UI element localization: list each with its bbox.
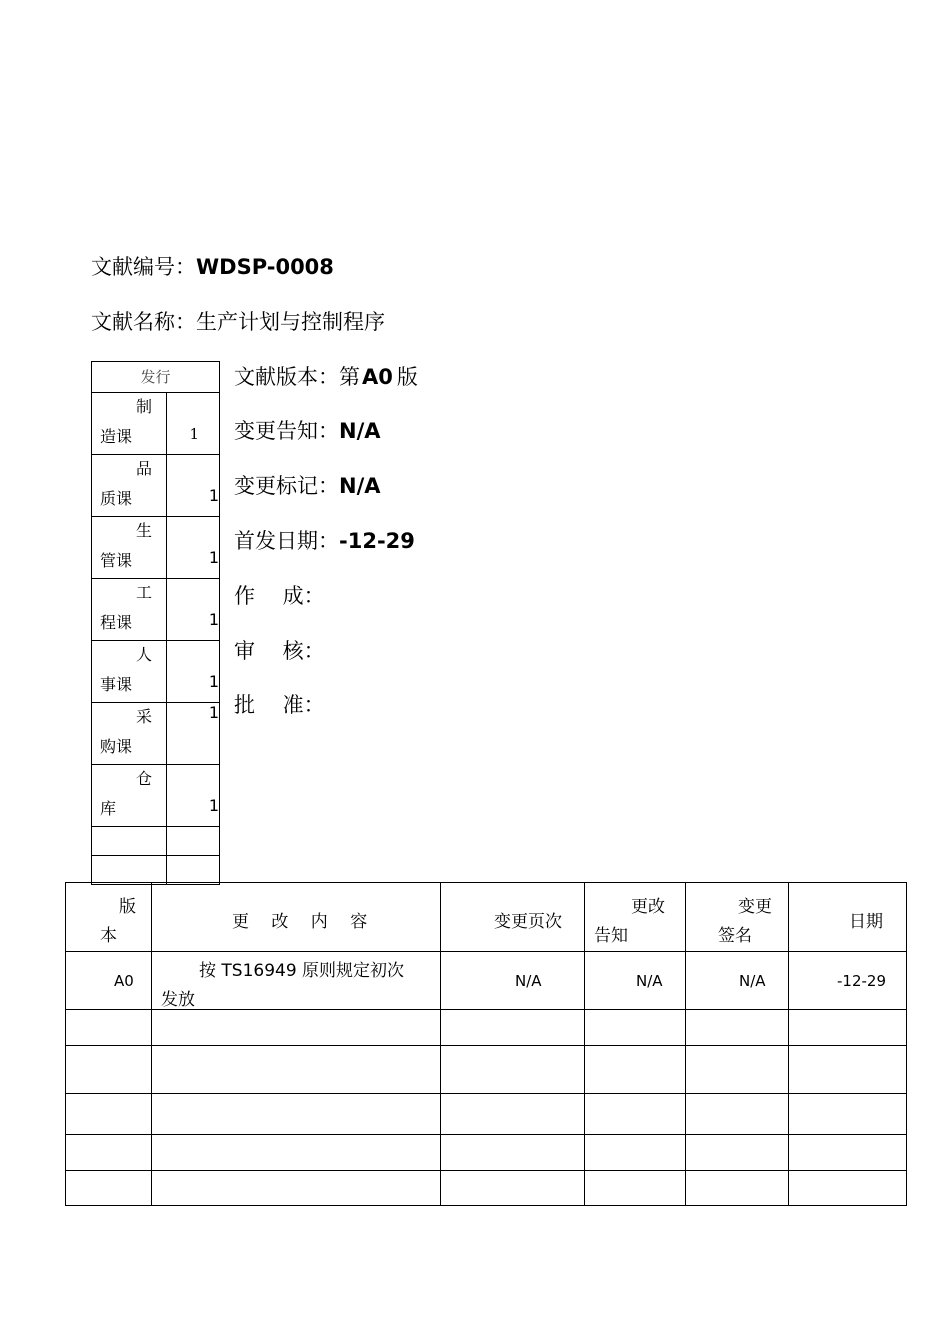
table-row xyxy=(66,1094,907,1135)
qty-cell: 1 xyxy=(167,393,220,455)
cell-pages: N/A xyxy=(441,952,585,1010)
empty-cell xyxy=(92,827,167,856)
change-log-header-row xyxy=(66,883,907,952)
cell-date: -12-29 xyxy=(789,952,907,1010)
cell-notice: N/A xyxy=(585,952,686,1010)
change-mark-value: N/A xyxy=(339,474,381,498)
dept-cell: 制 造课 xyxy=(92,393,167,455)
doc-name-value: 生产计划与控制程序 xyxy=(196,310,385,334)
change-mark-label: 变更标记： xyxy=(234,474,339,498)
first-date-label: 首发日期： xyxy=(234,529,339,553)
table-row xyxy=(66,1010,907,1046)
doc-name-label: 文献名称： xyxy=(91,310,196,334)
doc-number-value: WDSP-0008 xyxy=(196,255,334,279)
doc-version-suffix: 版 xyxy=(396,365,418,389)
doc-number xyxy=(91,254,334,280)
qty-cell: 1 xyxy=(167,455,220,517)
cell-content: 按 TS16949 原则规定初次 发放 xyxy=(152,952,441,1010)
dept-cell: 生 管课 xyxy=(92,517,167,579)
approve-label: 批 准： xyxy=(234,693,325,717)
change-log-table xyxy=(65,882,907,1206)
empty-cell xyxy=(167,827,220,856)
author-line xyxy=(234,583,325,609)
distribution-table xyxy=(91,361,220,885)
cell-version: A0 xyxy=(66,952,152,1010)
review-line xyxy=(234,638,325,664)
approve-line xyxy=(234,692,325,718)
header-sign: 变更 签名 xyxy=(686,883,789,952)
change-notice-label: 变更告知： xyxy=(234,419,339,443)
review-label: 审 核： xyxy=(234,639,325,663)
doc-number-label: 文献编号： xyxy=(91,255,196,279)
qty-cell: 1 xyxy=(167,517,220,579)
dept-cell: 仓 库 xyxy=(92,765,167,827)
doc-version-value: A0 xyxy=(362,365,393,389)
distribution-header: 发行 xyxy=(92,362,220,393)
header-content: 更 改 内 容 xyxy=(152,883,441,952)
qty-cell: 1 xyxy=(167,579,220,641)
header-notice: 更改 告知 xyxy=(585,883,686,952)
dept-cell: 品 质课 xyxy=(92,455,167,517)
doc-name xyxy=(91,309,385,335)
qty-cell: 1 xyxy=(167,641,220,703)
cell-sign: N/A xyxy=(686,952,789,1010)
first-date-value: -12-29 xyxy=(339,529,415,553)
header-pages: 变更页次 xyxy=(441,883,585,952)
dept-cell: 采 购课 xyxy=(92,703,167,765)
doc-version xyxy=(234,364,418,390)
empty-cell xyxy=(92,856,167,885)
empty-cell xyxy=(167,856,220,885)
table-row xyxy=(66,1171,907,1206)
change-notice-value: N/A xyxy=(339,419,381,443)
qty-cell: 1 xyxy=(167,703,220,765)
header-version: 版 本 xyxy=(66,883,152,952)
table-row xyxy=(66,952,907,1010)
dept-cell: 工 程课 xyxy=(92,579,167,641)
first-date xyxy=(234,528,415,554)
change-notice xyxy=(234,418,381,444)
qty-cell: 1 xyxy=(167,765,220,827)
change-mark xyxy=(234,473,381,499)
dept-cell: 人 事课 xyxy=(92,641,167,703)
author-label: 作 成： xyxy=(234,584,325,608)
table-row xyxy=(66,1135,907,1171)
doc-version-label: 文献版本：第 xyxy=(234,365,360,389)
header-date: 日期 xyxy=(789,883,907,952)
table-row xyxy=(66,1046,907,1094)
